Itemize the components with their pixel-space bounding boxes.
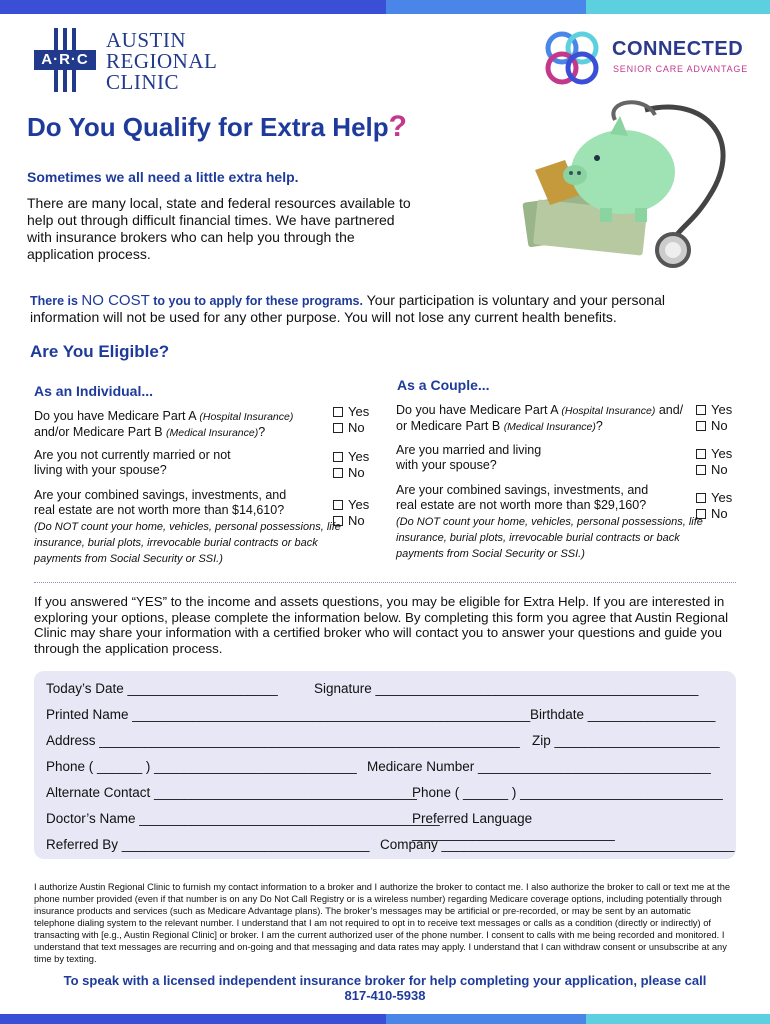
birthdate-field[interactable]: Birthdate _________________ bbox=[530, 707, 716, 722]
individual-question-medicare: Do you have Medicare Part A (Hospital Insurance) and/or Medicare Part B (Medical Insurance)? bbox=[34, 409, 294, 439]
connected-logo bbox=[540, 26, 762, 90]
referred-by-field[interactable]: Referred By _________________________________ bbox=[46, 837, 370, 852]
austin-regional-clinic-logo bbox=[34, 28, 224, 96]
form-row-alternate-contact bbox=[34, 785, 736, 805]
form-row-referred-company bbox=[34, 837, 736, 857]
individual-q2-yes-option[interactable]: Yes bbox=[333, 449, 369, 465]
piggy-bank-stethoscope-illustration bbox=[495, 100, 745, 280]
bottom-color-bar bbox=[0, 1014, 770, 1024]
no-cost-statement bbox=[30, 292, 730, 325]
top-bar-segment-1 bbox=[0, 0, 386, 14]
arc-name-line-1: AUSTIN bbox=[106, 28, 186, 52]
cta-phone-number[interactable]: 817-410-5938 bbox=[344, 988, 426, 1003]
individual-q3-no-option[interactable]: No bbox=[333, 513, 365, 529]
couple-q1-no-checkbox[interactable] bbox=[696, 421, 706, 431]
eligibility-heading: Are You Eligible? bbox=[30, 342, 170, 361]
top-color-bar bbox=[0, 0, 770, 14]
intro-body: There are many local, state and federal resources available to help out through difficult financial times. We have partnered with insurance brokers who can help you through the application process. bbox=[27, 195, 411, 262]
section-divider bbox=[34, 582, 736, 583]
couple-question-assets: Are your combined savings, investments, and real estate are not worth more than $29,160? bbox=[396, 483, 649, 512]
individual-q2-yes-checkbox[interactable] bbox=[333, 452, 343, 462]
connected-logo-name: CONNECTED bbox=[612, 38, 744, 60]
preferred-language-field[interactable]: Preferred Language ___________________________ bbox=[412, 811, 615, 841]
individual-heading: As an Individual... bbox=[34, 383, 154, 399]
couple-q2-yes-checkbox[interactable] bbox=[696, 449, 706, 459]
form-row-address-zip bbox=[34, 733, 736, 753]
arc-name-line-2: REGIONAL bbox=[106, 49, 218, 73]
couple-assets-note: (Do NOT count your home, vehicles, personal possessions, life insurance, burial plots, irrevocable burial contracts or back payments from Social Security or SSI.) bbox=[396, 516, 703, 560]
signature-field[interactable]: Signature ___________________________________________ bbox=[314, 681, 699, 696]
couple-question-marital: Are you married and living with your spouse? bbox=[396, 443, 542, 472]
no-cost-pre: There is bbox=[30, 294, 82, 308]
connected-logo-tagline: SENIOR CARE ADVANTAGE bbox=[613, 64, 748, 74]
connected-knot-icon bbox=[540, 26, 604, 90]
top-bar-segment-3 bbox=[586, 0, 770, 14]
couple-q2-no-option[interactable]: No bbox=[696, 462, 728, 478]
phone-field[interactable]: Phone ( ______ ) ___________________________ bbox=[46, 759, 357, 774]
individual-q1-no-checkbox[interactable] bbox=[333, 423, 343, 433]
couple-q2-yes-option[interactable]: Yes bbox=[696, 446, 732, 462]
medicare-number-field[interactable]: Medicare Number _______________________________ bbox=[367, 759, 711, 774]
address-field[interactable]: Address ________________________________________________________ bbox=[46, 733, 520, 748]
couple-q3-no-option[interactable]: No bbox=[696, 506, 728, 522]
individual-q2-no-checkbox[interactable] bbox=[333, 468, 343, 478]
no-cost-rest: Your participation is voluntary and your personal information will not be used for any other purpose. You will not lose any current health benefits. bbox=[30, 292, 665, 325]
couple-question-medicare: Do you have Medicare Part A (Hospital Insurance) and/ or Medicare Part B (Medical Insurance)? bbox=[396, 403, 684, 433]
contact-form bbox=[34, 671, 736, 859]
couple-q3-yes-checkbox[interactable] bbox=[696, 493, 706, 503]
alternate-contact-field[interactable]: Alternate Contact ___________________________________ bbox=[46, 785, 417, 800]
zip-field[interactable]: Zip ______________________ bbox=[532, 733, 720, 748]
top-bar-segment-2 bbox=[386, 0, 586, 14]
no-cost-post: to you to apply for these programs. bbox=[149, 294, 363, 308]
individual-q2-no-option[interactable]: No bbox=[333, 465, 365, 481]
consent-legal-text: I authorize Austin Regional Clinic to furnish my contact information to a broker and I authorize the broker to contact me. I also authorize the broker to call or text me at the phone number provided (even if that number is on any Do Not Call Registry or is a wireless number) regarding Medicare coverage options, including potentially through insurance products and services (such as Medicare Advantage plans). The broker’s messages may be artificial or pre-recorded, or may be sent by an automatic telephone dialing system to the relevant number. I understand that I am not required to opt in to receive text messages or calls as a condition (directly or indirectly) of transacting with [e.g., Austin Regional Clinic] or broker. I am the current authorized user of the phone number. I consent to calls with me being recorded and monitored. I understand that text messages are recurring and on-going and that messaging and data rates may apply. I understand that I can withdraw consent or unsubscribe at any time by texting. bbox=[34, 882, 731, 964]
page-title-text: Do You Qualify for Extra Help bbox=[27, 112, 389, 142]
printed-name-field[interactable]: Printed Name _____________________________________________________ bbox=[46, 707, 531, 722]
bottom-bar-segment-1 bbox=[0, 1014, 386, 1024]
couple-q2-no-checkbox[interactable] bbox=[696, 465, 706, 475]
call-to-action bbox=[30, 973, 740, 1003]
page-title-mark: ? bbox=[388, 110, 407, 143]
alternate-phone-field[interactable]: Phone ( ______ ) ___________________________ bbox=[412, 785, 723, 800]
company-field[interactable]: Company _______________________________________ bbox=[380, 837, 735, 852]
arc-logo-mark-text: A·R·C bbox=[34, 50, 96, 70]
individual-q3-yes-checkbox[interactable] bbox=[333, 500, 343, 510]
couple-q1-yes-checkbox[interactable] bbox=[696, 405, 706, 415]
cta-text: To speak with a licensed independent insurance broker for help completing your application, please call bbox=[63, 973, 707, 988]
individual-q1-yes-option[interactable]: Yes bbox=[333, 404, 369, 420]
eligibility-followup-paragraph: If you answered “YES” to the income and assets questions, you may be eligible for Extra Help. If you are interested in exploring your options, please complete the information below. By completing this form you agree that Austin Regional Clinic may share your information with a certified broker who will contact you to answer your questions and guide you through the application process. bbox=[34, 594, 729, 656]
todays-date-field[interactable]: Today’s Date ____________________ bbox=[46, 681, 278, 696]
couple-q1-yes-option[interactable]: Yes bbox=[696, 402, 732, 418]
doctors-name-field[interactable]: Doctor’s Name ________________________________________ bbox=[46, 811, 440, 826]
individual-q1-yes-checkbox[interactable] bbox=[333, 407, 343, 417]
individual-q1-no-option[interactable]: No bbox=[333, 420, 365, 436]
couple-q1-no-option[interactable]: No bbox=[696, 418, 728, 434]
form-row-phone-medicare bbox=[34, 759, 736, 779]
form-row-name-birthdate bbox=[34, 707, 736, 727]
couple-q3-yes-option[interactable]: Yes bbox=[696, 490, 732, 506]
arc-logo-name bbox=[106, 30, 217, 93]
couple-heading: As a Couple... bbox=[397, 377, 490, 393]
individual-question-assets: Are your combined savings, investments, and real estate are not worth more than $14,610? bbox=[34, 488, 287, 517]
bottom-bar-segment-2 bbox=[386, 1014, 586, 1024]
individual-question-marital: Are you not currently married or not living with your spouse? bbox=[34, 448, 231, 477]
form-row-doctor-language bbox=[34, 811, 736, 841]
bottom-bar-segment-3 bbox=[586, 1014, 770, 1024]
arc-logo-mark bbox=[34, 28, 96, 92]
arc-name-line-3: CLINIC bbox=[106, 70, 179, 94]
individual-q3-yes-option[interactable]: Yes bbox=[333, 497, 369, 513]
individual-assets-note: (Do NOT count your home, vehicles, personal possessions, life insurance, burial plots, irrevocable burial contracts or back payments from Social Security or SSI.) bbox=[34, 521, 341, 565]
page-title bbox=[27, 110, 407, 144]
form-row-date-signature bbox=[34, 681, 736, 701]
intro-subhead: Sometimes we all need a little extra help. bbox=[27, 169, 299, 185]
no-cost-highlight: NO COST bbox=[81, 292, 150, 309]
